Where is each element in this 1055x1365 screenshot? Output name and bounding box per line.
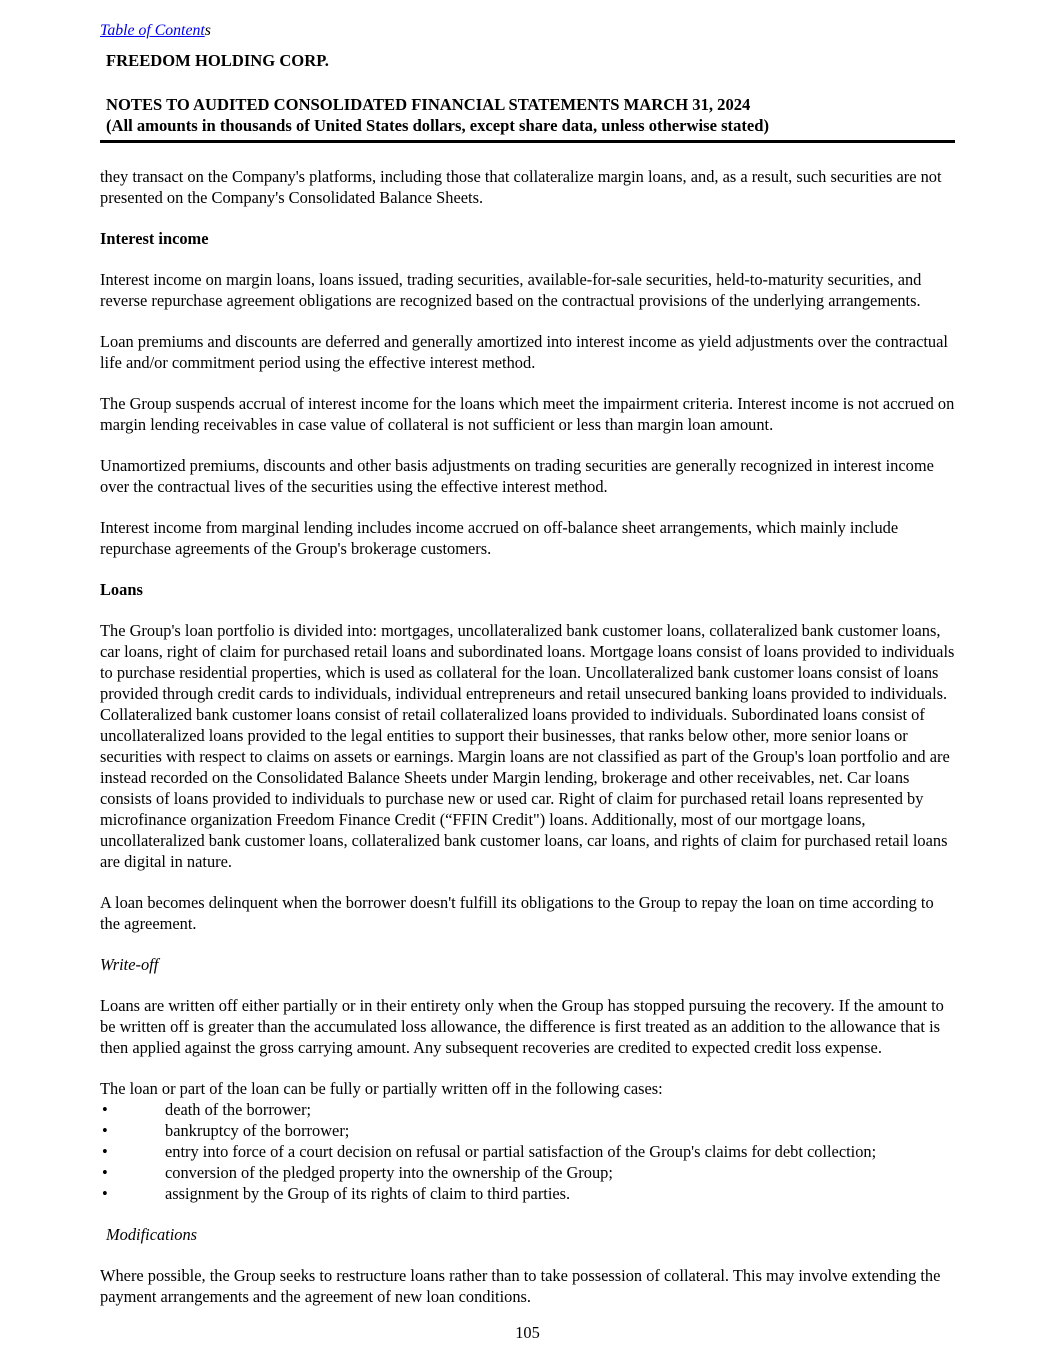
- paragraph-interest-5: Interest income from marginal lending includes income accrued on off-balance sheet arrangements, which mainly include repurchase agreements of the Group's brokerage customers.: [100, 518, 899, 558]
- list-item: [100, 1141, 955, 1162]
- writeoff-cases-list: [100, 1099, 955, 1204]
- paragraph-interest-2: Loan premiums and discounts are deferred and generally amortized into interest income as yield adjustments over the contractual life and/or commitment period using the effective interest method.: [100, 332, 948, 372]
- document-body: [100, 166, 955, 1307]
- bullet-icon: •: [102, 1100, 108, 1119]
- list-item: [100, 1162, 955, 1183]
- bullet-icon: •: [102, 1163, 108, 1182]
- bullet-icon: •: [102, 1121, 108, 1140]
- list-item-text: death of the borrower;: [165, 1100, 312, 1119]
- section-heading-interest-income: Interest income: [100, 229, 209, 248]
- section-heading-write-off: Write-off: [100, 955, 159, 974]
- section-heading-loans: Loans: [100, 580, 143, 599]
- document-subtitle: (All amounts in thousands of United States dollars, except share data, unless otherwise stated): [106, 116, 770, 135]
- paragraph-interest-3: The Group suspends accrual of interest income for the loans which meet the impairment criteria. Interest income is not accrued on margin lending receivables in case value of collateral is not sufficient or less than margin loan amount.: [100, 394, 955, 434]
- list-item-text: bankruptcy of the borrower;: [165, 1121, 350, 1140]
- paragraph-loans-portfolio: The Group's loan portfolio is divided into: mortgages, uncollateralized bank customer loans, collateralized bank customer loans, car loans, right of claim for purchased retail loans and subordinated loans. Mortgage loans consist of loans provided to individuals to purchase residential properties, which is used as collateral for the loan. Uncollateralized bank customer loans consist of loans provided through credit cards to individuals, individual entrepreneurs and retail unsecured banking loans provided to individuals. Collateralized bank customer loans consist of retail collateralized loans provided to individuals. Subordinated loans consist of uncollateralized loans provided to the legal entities to support their businesses, that ranks below other, more senior loans or securities with respect to claims on assets or earnings. Margin loans are not classified as part of the Group's loan portfolio and are instead recorded on the Consolidated Balance Sheets under Margin lending, brokerage and other receivables, net. Car loans consists of loans provided to individuals to purchase new or used car. Right of claim for purchased retail loans represented by microfinance organization Freedom Finance Credit (“FFIN Credit") loans. Additionally, most of our mortgage loans, uncollateralized bank customer loans, collateralized bank customer loans, car loans, and rights of claim for purchased retail loans are digital in nature.: [100, 621, 955, 871]
- title-block: [100, 94, 955, 136]
- list-item-text: entry into force of a court decision on refusal or partial satisfaction of the Group's claims for debt collection;: [165, 1142, 877, 1161]
- list-item: [100, 1120, 955, 1141]
- paragraph-interest-4: Unamortized premiums, discounts and other basis adjustments on trading securities are generally recognized in interest income over the contractual lives of the securities using the effective interest method.: [100, 456, 934, 496]
- paragraph-intro-continuation: they transact on the Company's platforms, including those that collateralize margin loans, and, as a result, such securities are not presented on the Company's Consolidated Balance Sheets.: [100, 167, 942, 207]
- bullet-icon: •: [102, 1142, 108, 1161]
- paragraph-loans-delinquent: A loan becomes delinquent when the borrower doesn't fulfill its obligations to the Group to repay the loan on time according to the agreement.: [100, 893, 934, 933]
- paragraph-interest-1: Interest income on margin loans, loans issued, trading securities, available-for-sale securities, held-to-maturity securities, and reverse repurchase agreement obligations are recognized based on the contractual provisions of the underlying arrangements.: [100, 270, 922, 310]
- bullet-icon: •: [102, 1184, 108, 1203]
- document-title: NOTES TO AUDITED CONSOLIDATED FINANCIAL STATEMENTS MARCH 31, 2024: [106, 95, 751, 114]
- list-item-text: conversion of the pledged property into the ownership of the Group;: [165, 1163, 613, 1182]
- list-item: [100, 1183, 955, 1204]
- list-item-text: assignment by the Group of its rights of claim to third parties.: [165, 1184, 571, 1203]
- paragraph-modifications: Where possible, the Group seeks to restructure loans rather than to take possession of collateral. This may involve extending the payment arrangements and the agreement of new loan conditions.: [100, 1266, 941, 1306]
- paragraph-writeoff-1: Loans are written off either partially or in their entirety only when the Group has stopped pursuing the recovery. If the amount to be written off is greater than the accumulated loss allowance, the difference is first treated as an addition to the allowance that is then applied against the gross carrying amount. Any subsequent recoveries are credited to expected credit loss expense.: [100, 996, 944, 1057]
- toc-line: [100, 20, 955, 41]
- section-heading-modifications: Modifications: [106, 1225, 198, 1244]
- table-of-contents-link[interactable]: Table of Content: [100, 22, 205, 39]
- table-of-contents-suffix: s: [204, 22, 211, 39]
- page-number: 105: [515, 1323, 540, 1342]
- paragraph-writeoff-cases: The loan or part of the loan can be fully or partially written off in the following cases:: [100, 1079, 663, 1098]
- company-name: FREEDOM HOLDING CORP.: [106, 51, 329, 70]
- header-divider: [100, 140, 955, 143]
- list-item: [100, 1099, 955, 1120]
